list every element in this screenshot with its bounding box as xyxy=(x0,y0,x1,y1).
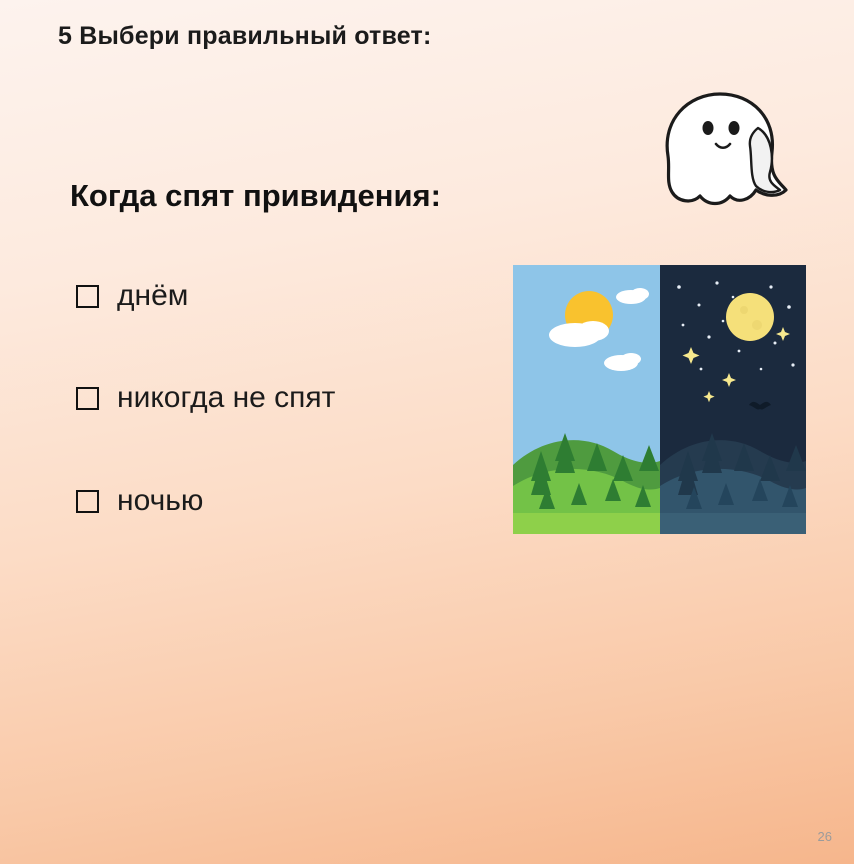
answer-option-3[interactable] xyxy=(76,484,203,518)
page-number: 26 xyxy=(817,829,832,844)
answer-option-2[interactable] xyxy=(76,381,335,415)
answer-option-1[interactable] xyxy=(76,279,188,313)
checkbox-icon[interactable] xyxy=(76,387,99,410)
ghost-icon xyxy=(646,86,794,212)
page-title: 5 Выбери правильный ответ: xyxy=(58,22,432,50)
answer-option-3-label: ночью xyxy=(117,484,204,517)
day-night-picture xyxy=(513,265,806,534)
answer-option-1-label: днём xyxy=(117,279,189,312)
checkbox-icon[interactable] xyxy=(76,490,99,513)
question-text: Когда спят привидения: xyxy=(70,178,441,213)
answer-option-2-label: никогда не спят xyxy=(117,381,336,414)
checkbox-icon[interactable] xyxy=(76,285,99,308)
